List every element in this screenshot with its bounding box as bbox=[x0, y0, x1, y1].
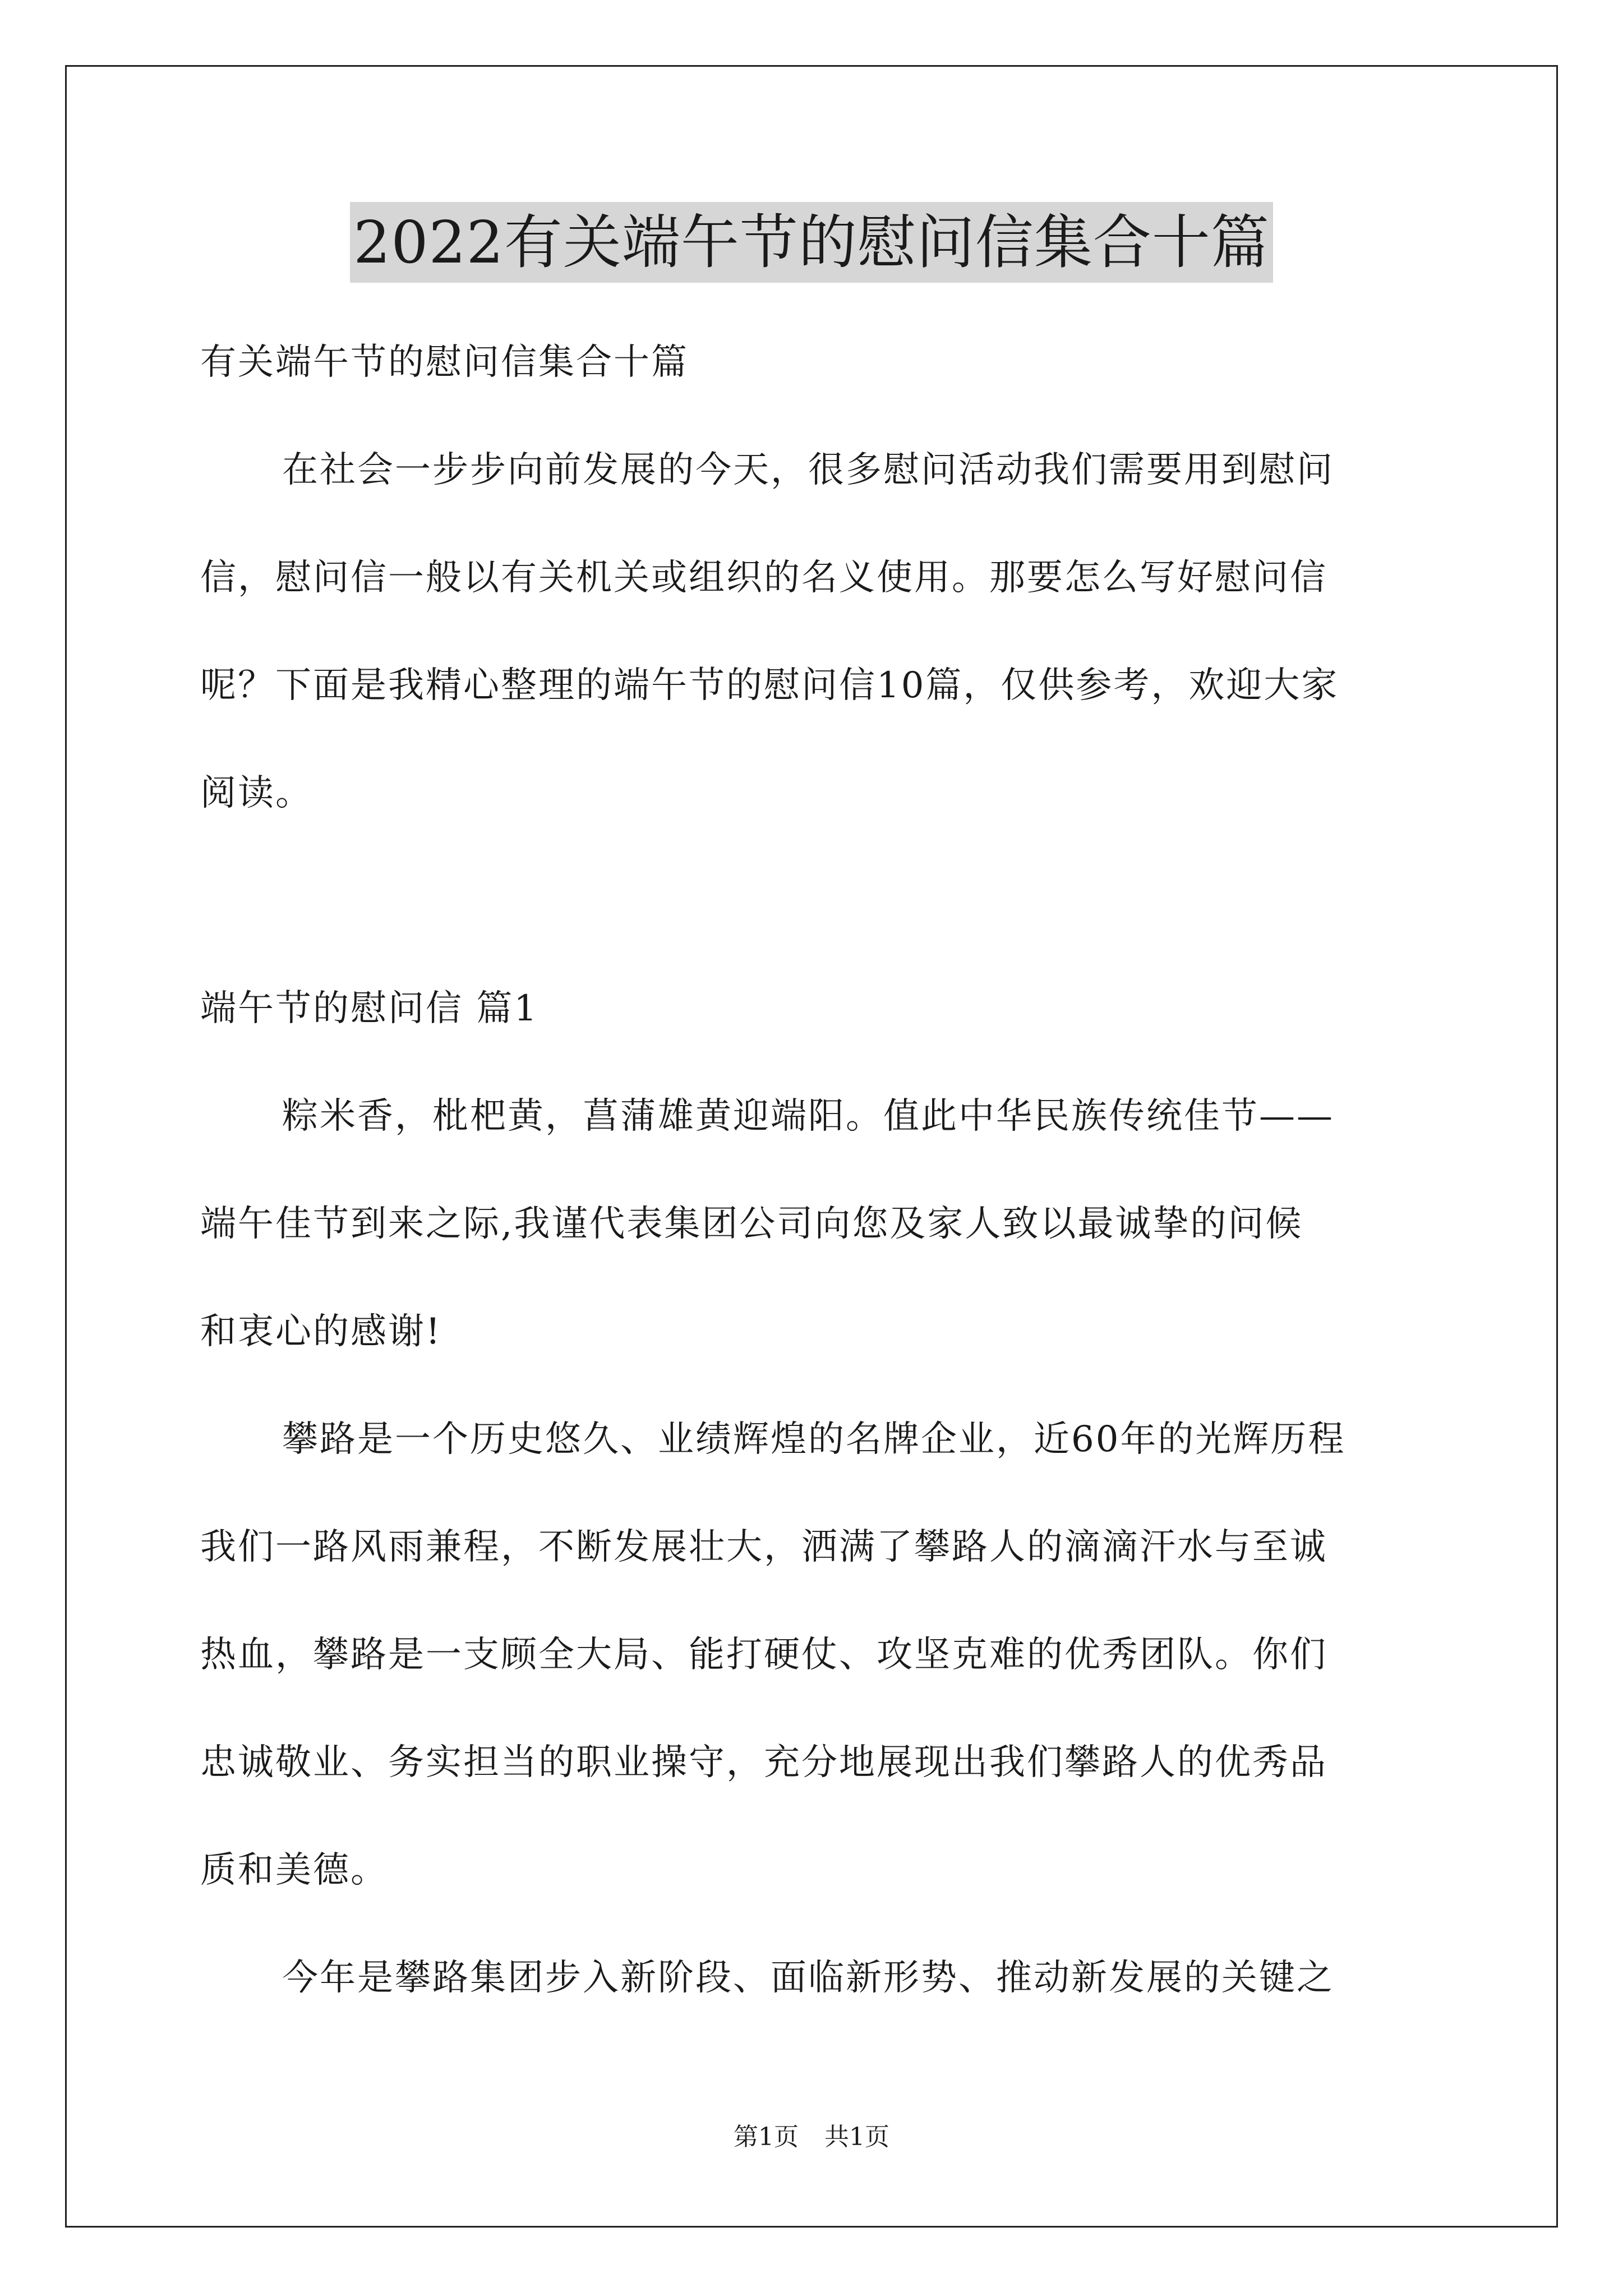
intro-paragraph-line: 信，慰问信一般以有关机关或组织的名义使用。那要怎么写好慰问信 bbox=[200, 557, 1327, 599]
subtitle-line: 有关端午节的慰问信集合十篇 bbox=[200, 342, 689, 383]
paragraph-line: 质和美德。 bbox=[200, 1849, 388, 1891]
intro-paragraph-line: 阅读。 bbox=[200, 772, 313, 814]
paragraph-line: 忠诚敬业、务实担当的职业操守，充分地展现出我们攀路人的优秀品 bbox=[200, 1742, 1327, 1783]
page-number: 第1页 bbox=[734, 2123, 799, 2151]
paragraph-line: 攀路是一个历史悠久、业绩辉煌的名牌企业，近60年的光辉历程 bbox=[282, 1419, 1346, 1460]
intro-paragraph-line: 在社会一步步向前发展的今天，很多慰问活动我们需要用到慰问 bbox=[282, 449, 1334, 491]
paragraph-line: 端午佳节到来之际,我谨代表集团公司向您及家人致以最诚挚的问候 bbox=[200, 1203, 1303, 1245]
title-area bbox=[0, 202, 1623, 283]
section-spacer bbox=[200, 847, 1434, 955]
paragraph-line: 粽米香，枇杷黄，菖蒲雄黄迎端阳。值此中华民族传统佳节—— bbox=[282, 1096, 1334, 1137]
intro-paragraph-line: 呢？下面是我精心整理的端午节的慰问信10篇，仅供参考，欢迎大家 bbox=[200, 665, 1339, 706]
document-body bbox=[200, 309, 1434, 2032]
paragraph-line: 和衷心的感谢! bbox=[200, 1311, 442, 1352]
paragraph-line: 今年是攀路集团步入新阶段、面临新形势、推动新发展的关键之 bbox=[282, 1957, 1334, 1999]
document-title: 2022有关端午节的慰问信集合十篇 bbox=[350, 202, 1273, 283]
page-footer bbox=[0, 2120, 1623, 2154]
paragraph-line: 热血，攀路是一支顾全大局、能打硬仗、攻坚克难的优秀团队。你们 bbox=[200, 1634, 1327, 1676]
section-heading: 端午节的慰问信 篇1 bbox=[200, 988, 539, 1029]
page-total: 共1页 bbox=[824, 2123, 889, 2151]
paragraph-line: 我们一路风雨兼程，不断发展壮大，洒满了攀路人的滴滴汗水与至诚 bbox=[200, 1526, 1327, 1568]
